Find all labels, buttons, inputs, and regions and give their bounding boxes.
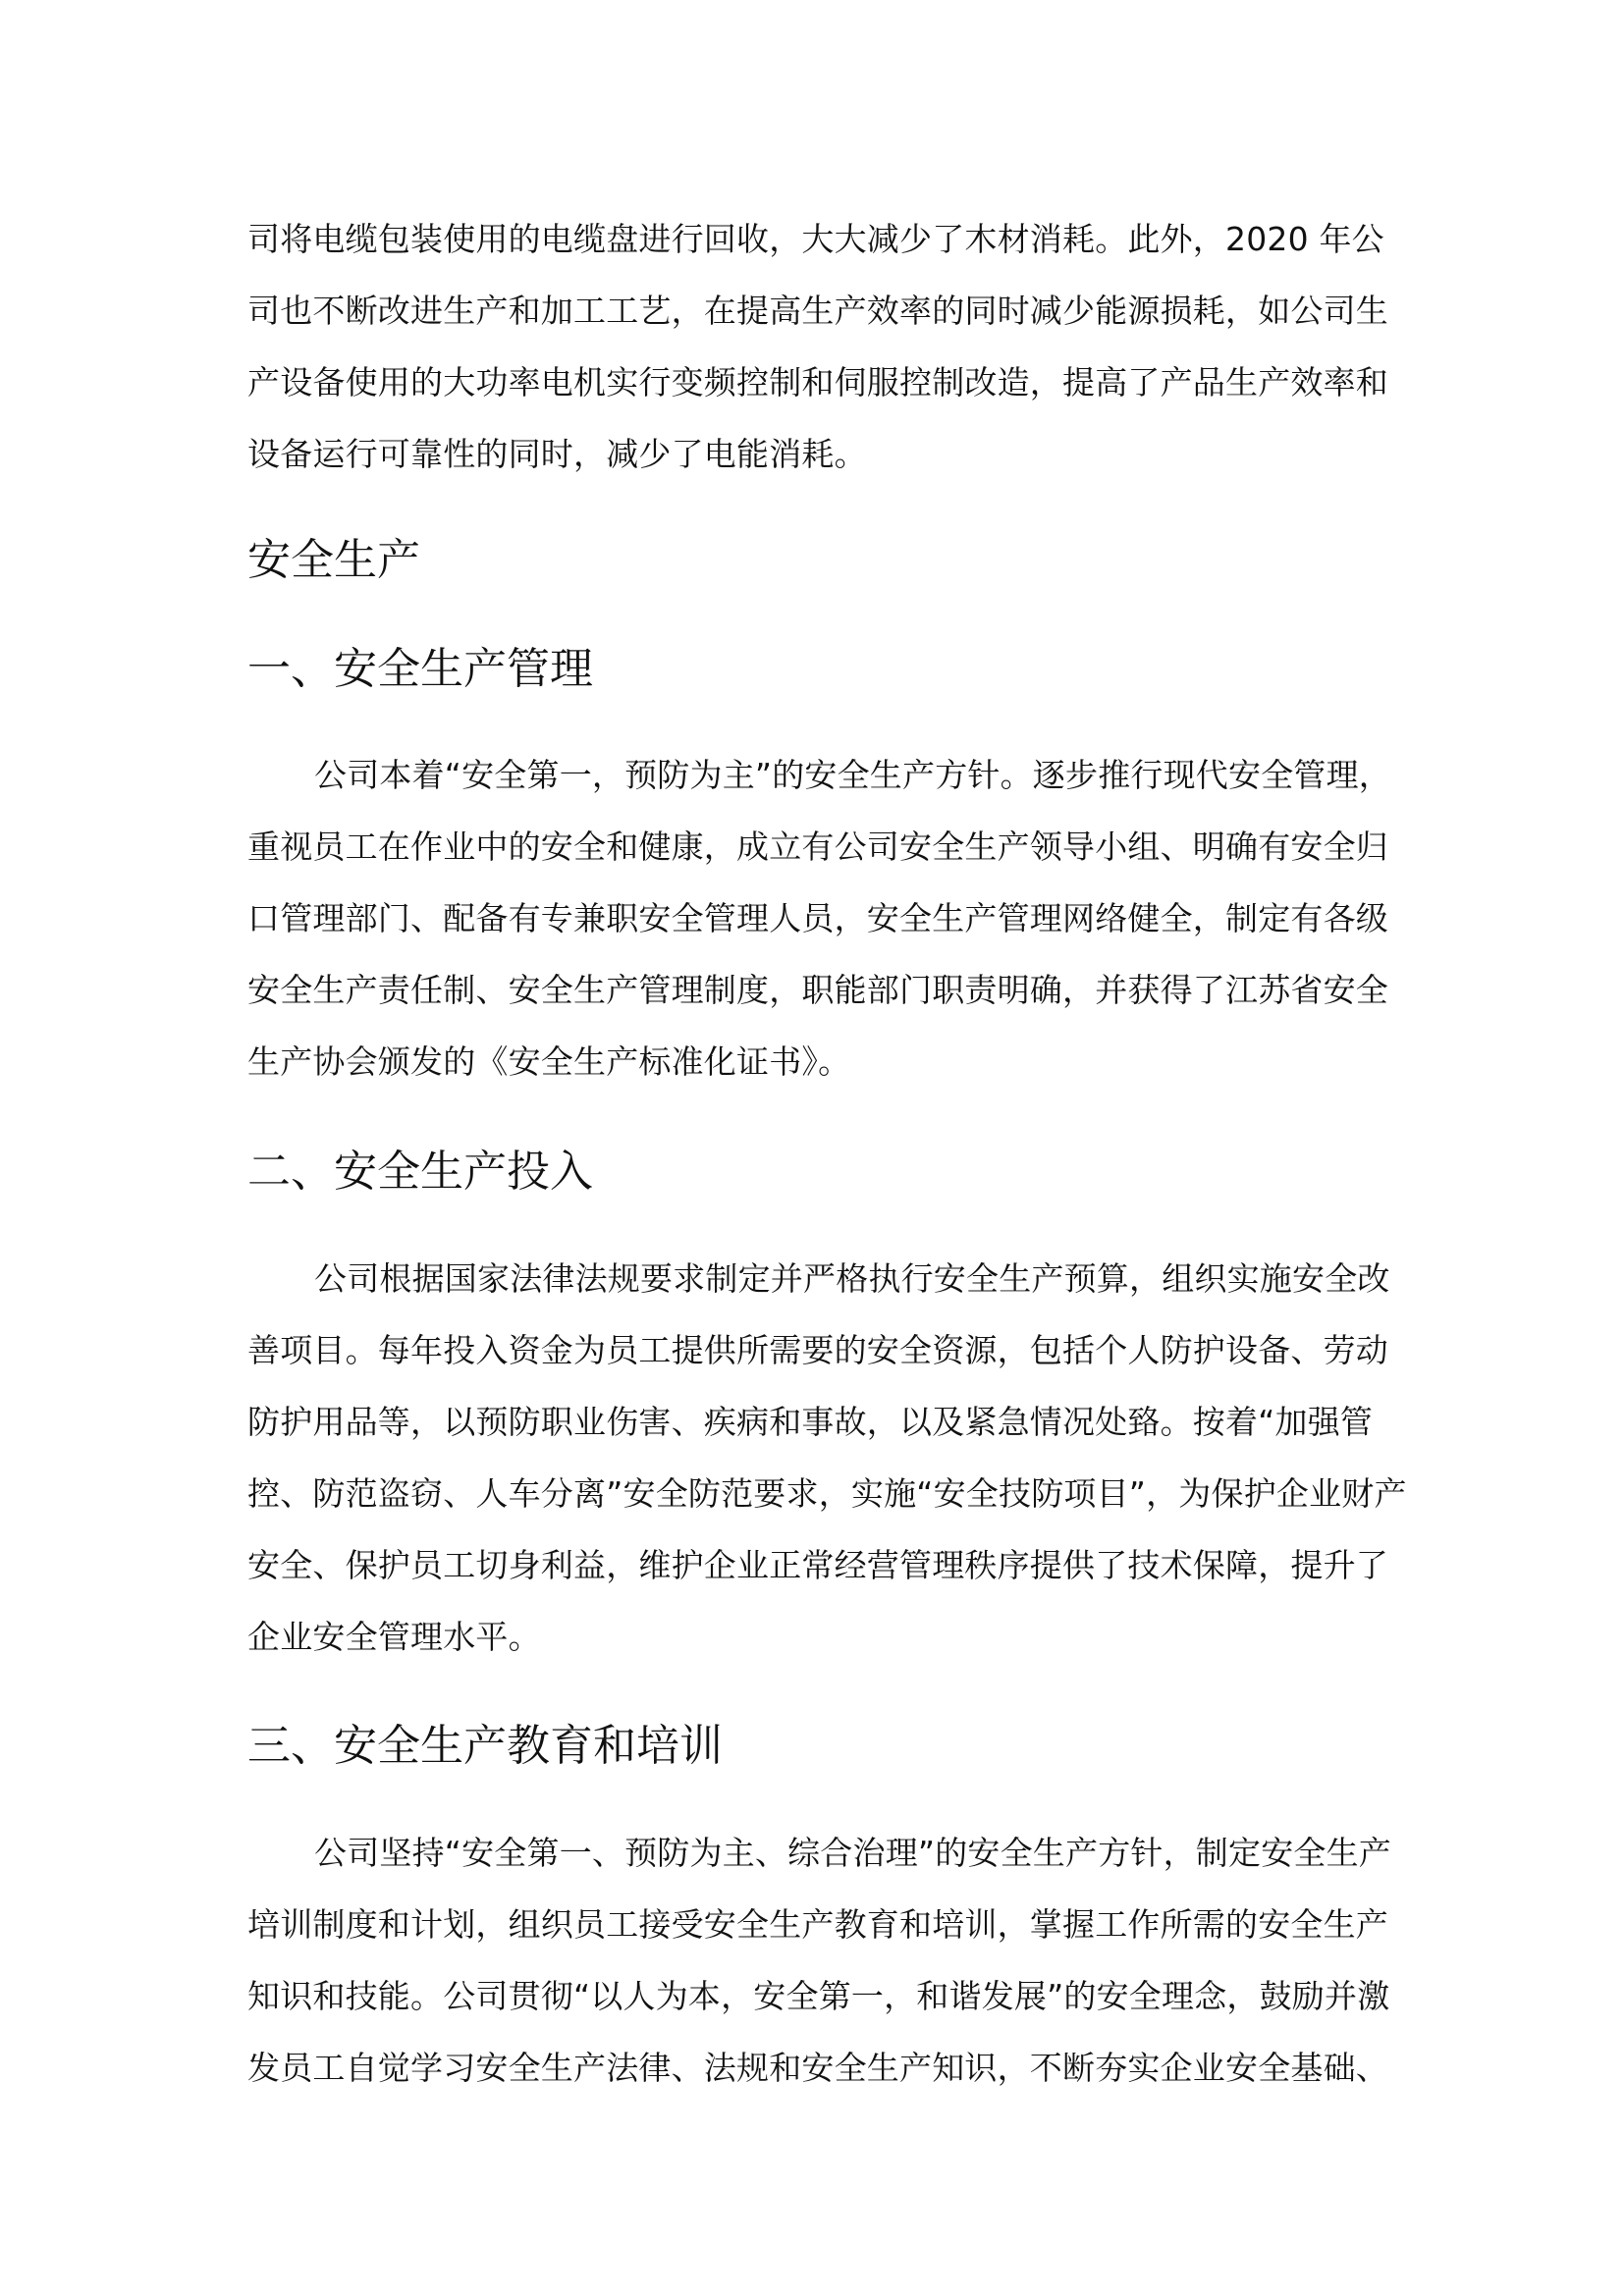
section-1-heading: 一、安全生产管理: [247, 644, 593, 694]
section-1-line-2: 重视员工在作业中的安全和健康，成立有公司安全生产领导小组、明确有安全归: [247, 828, 1388, 866]
section-2-line-3: 防护用品等，以预防职业伤害、疾病和事故，以及紧急情况处臵。按着“加强管: [247, 1403, 1374, 1441]
section-3-line-3: 知识和技能。公司贯彻“以人为本，安全第一，和谐发展”的安全理念，鼓励并激: [247, 1977, 1390, 2015]
intro-line-1: 司将电缆包装使用的电缆盘进行回收，大大减少了木材消耗。此外，2020 年公: [247, 220, 1384, 258]
section-2-line-1: 公司根据国家法律法规要求制定并严格执行安全生产预算，组织实施安全改: [314, 1259, 1390, 1298]
intro-line-3: 产设备使用的大功率电机实行变频控制和伺服控制改造，提高了产品生产效率和: [247, 363, 1388, 401]
section-1-line-4: 安全生产责任制、安全生产管理制度，职能部门职责明确，并获得了江苏省安全: [247, 971, 1388, 1009]
section-2-line-6: 企业安全管理水平。: [247, 1618, 541, 1656]
section-3-line-2: 培训制度和计划，组织员工接受安全生产教育和培训，掌握工作所需的安全生产: [247, 1905, 1388, 1944]
section-2-line-5: 安全、保护员工切身利益，维护企业正常经营管理秩序提供了技术保障，提升了: [247, 1546, 1388, 1584]
section-2-heading: 二、安全生产投入: [247, 1147, 593, 1197]
section-1-line-3: 口管理部门、配备有专兼职安全管理人员，安全生产管理网络健全，制定有各级: [247, 899, 1388, 937]
section-1-line-5: 生产协会颁发的《安全生产标准化证书》。: [247, 1042, 851, 1081]
intro-line-2: 司也不断改进生产和加工工艺，在提高生产效率的同时减少能源损耗，如公司生: [247, 292, 1388, 330]
section-1-line-1: 公司本着“安全第一，预防为主”的安全生产方针。逐步推行现代安全管理，: [314, 756, 1391, 794]
intro-line-4: 设备运行可靠性的同时，减少了电能消耗。: [247, 435, 867, 473]
section-3-line-1: 公司坚持“安全第一、预防为主、综合治理”的安全生产方针，制定安全生产: [314, 1834, 1391, 1872]
section-3-line-4: 发员工自觉学习安全生产法律、法规和安全生产知识，不断夯实企业安全基础、: [247, 2049, 1388, 2087]
section-2-line-4: 控、防范盗窃、人车分离”安全防范要求，实施“安全技防项目”，为保护企业财产: [247, 1474, 1407, 1513]
section-2-line-2: 善项目。每年投入资金为员工提供所需要的安全资源，包括个人防护设备、劳动: [247, 1331, 1388, 1369]
section-title: 安全生产: [247, 535, 420, 585]
section-3-heading: 三、安全生产教育和培训: [247, 1721, 723, 1771]
